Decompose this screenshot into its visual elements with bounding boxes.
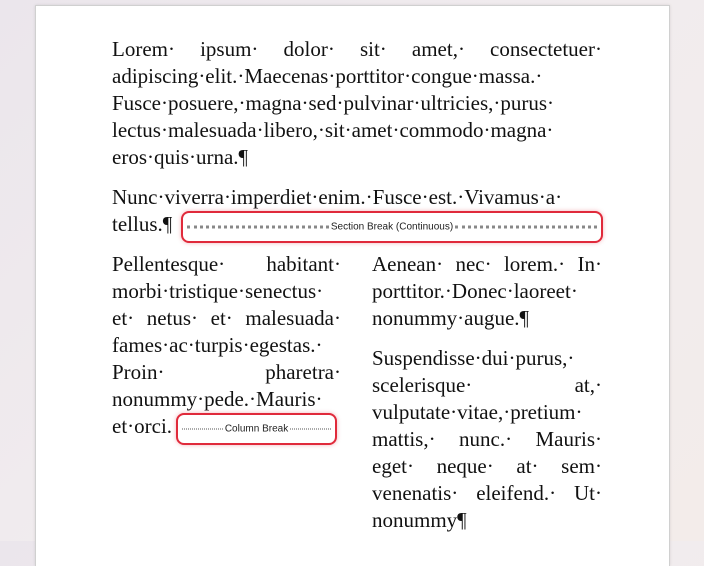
column-break-marker bbox=[176, 413, 337, 445]
column-break-dots-left bbox=[182, 429, 223, 430]
column-break-dots-right bbox=[290, 429, 331, 430]
column-right-paragraph-2: Suspendisse·dui·purus,· scelerisque· at,· vulputate·vitae,·pretium· mattis,· nunc.· Mauris· eget· neque· at· sem· venenatis· eleifend.· Ut· nonummy¶ bbox=[372, 346, 602, 532]
paragraph-nunc-viverra-line1: Nunc·viverra·imperdiet·enim.·Fusce·est.·Vivamus·a· bbox=[112, 185, 563, 209]
column-break-label: Column Break bbox=[224, 423, 289, 435]
section-break-dots-right bbox=[455, 226, 597, 229]
section-break-marker bbox=[181, 211, 603, 243]
column-left-text: Pellentesque· habitant· morbi·tristique·senectus· et· netus· et· malesuada· fames·ac·turpis·egestas.· Proin· pharetra· nonummy·pede.·Mauris· et·orci. bbox=[112, 252, 341, 438]
section-break-label: Section Break (Continuous) bbox=[330, 221, 454, 233]
column-right-paragraph-1: Aenean· nec· lorem.· In· porttitor.·Donec·laoreet· nonummy·augue.¶ bbox=[372, 252, 602, 330]
section-break-dots-left bbox=[187, 226, 329, 229]
paragraph-nunc-viverra-line2: tellus.¶ bbox=[112, 212, 173, 236]
paragraph-lorem-ipsum: Lorem· ipsum· dolor· sit· amet,· consectetuer· adipiscing·elit.·Maecenas·porttitor·congue·massa.· Fusce·posuere,·magna·sed·pulvinar·ultricies,·purus· lectus·malesuada·libero,·sit·amet·commodo·magna· eros·quis·urna.¶ bbox=[112, 37, 602, 169]
document-page bbox=[35, 5, 670, 566]
